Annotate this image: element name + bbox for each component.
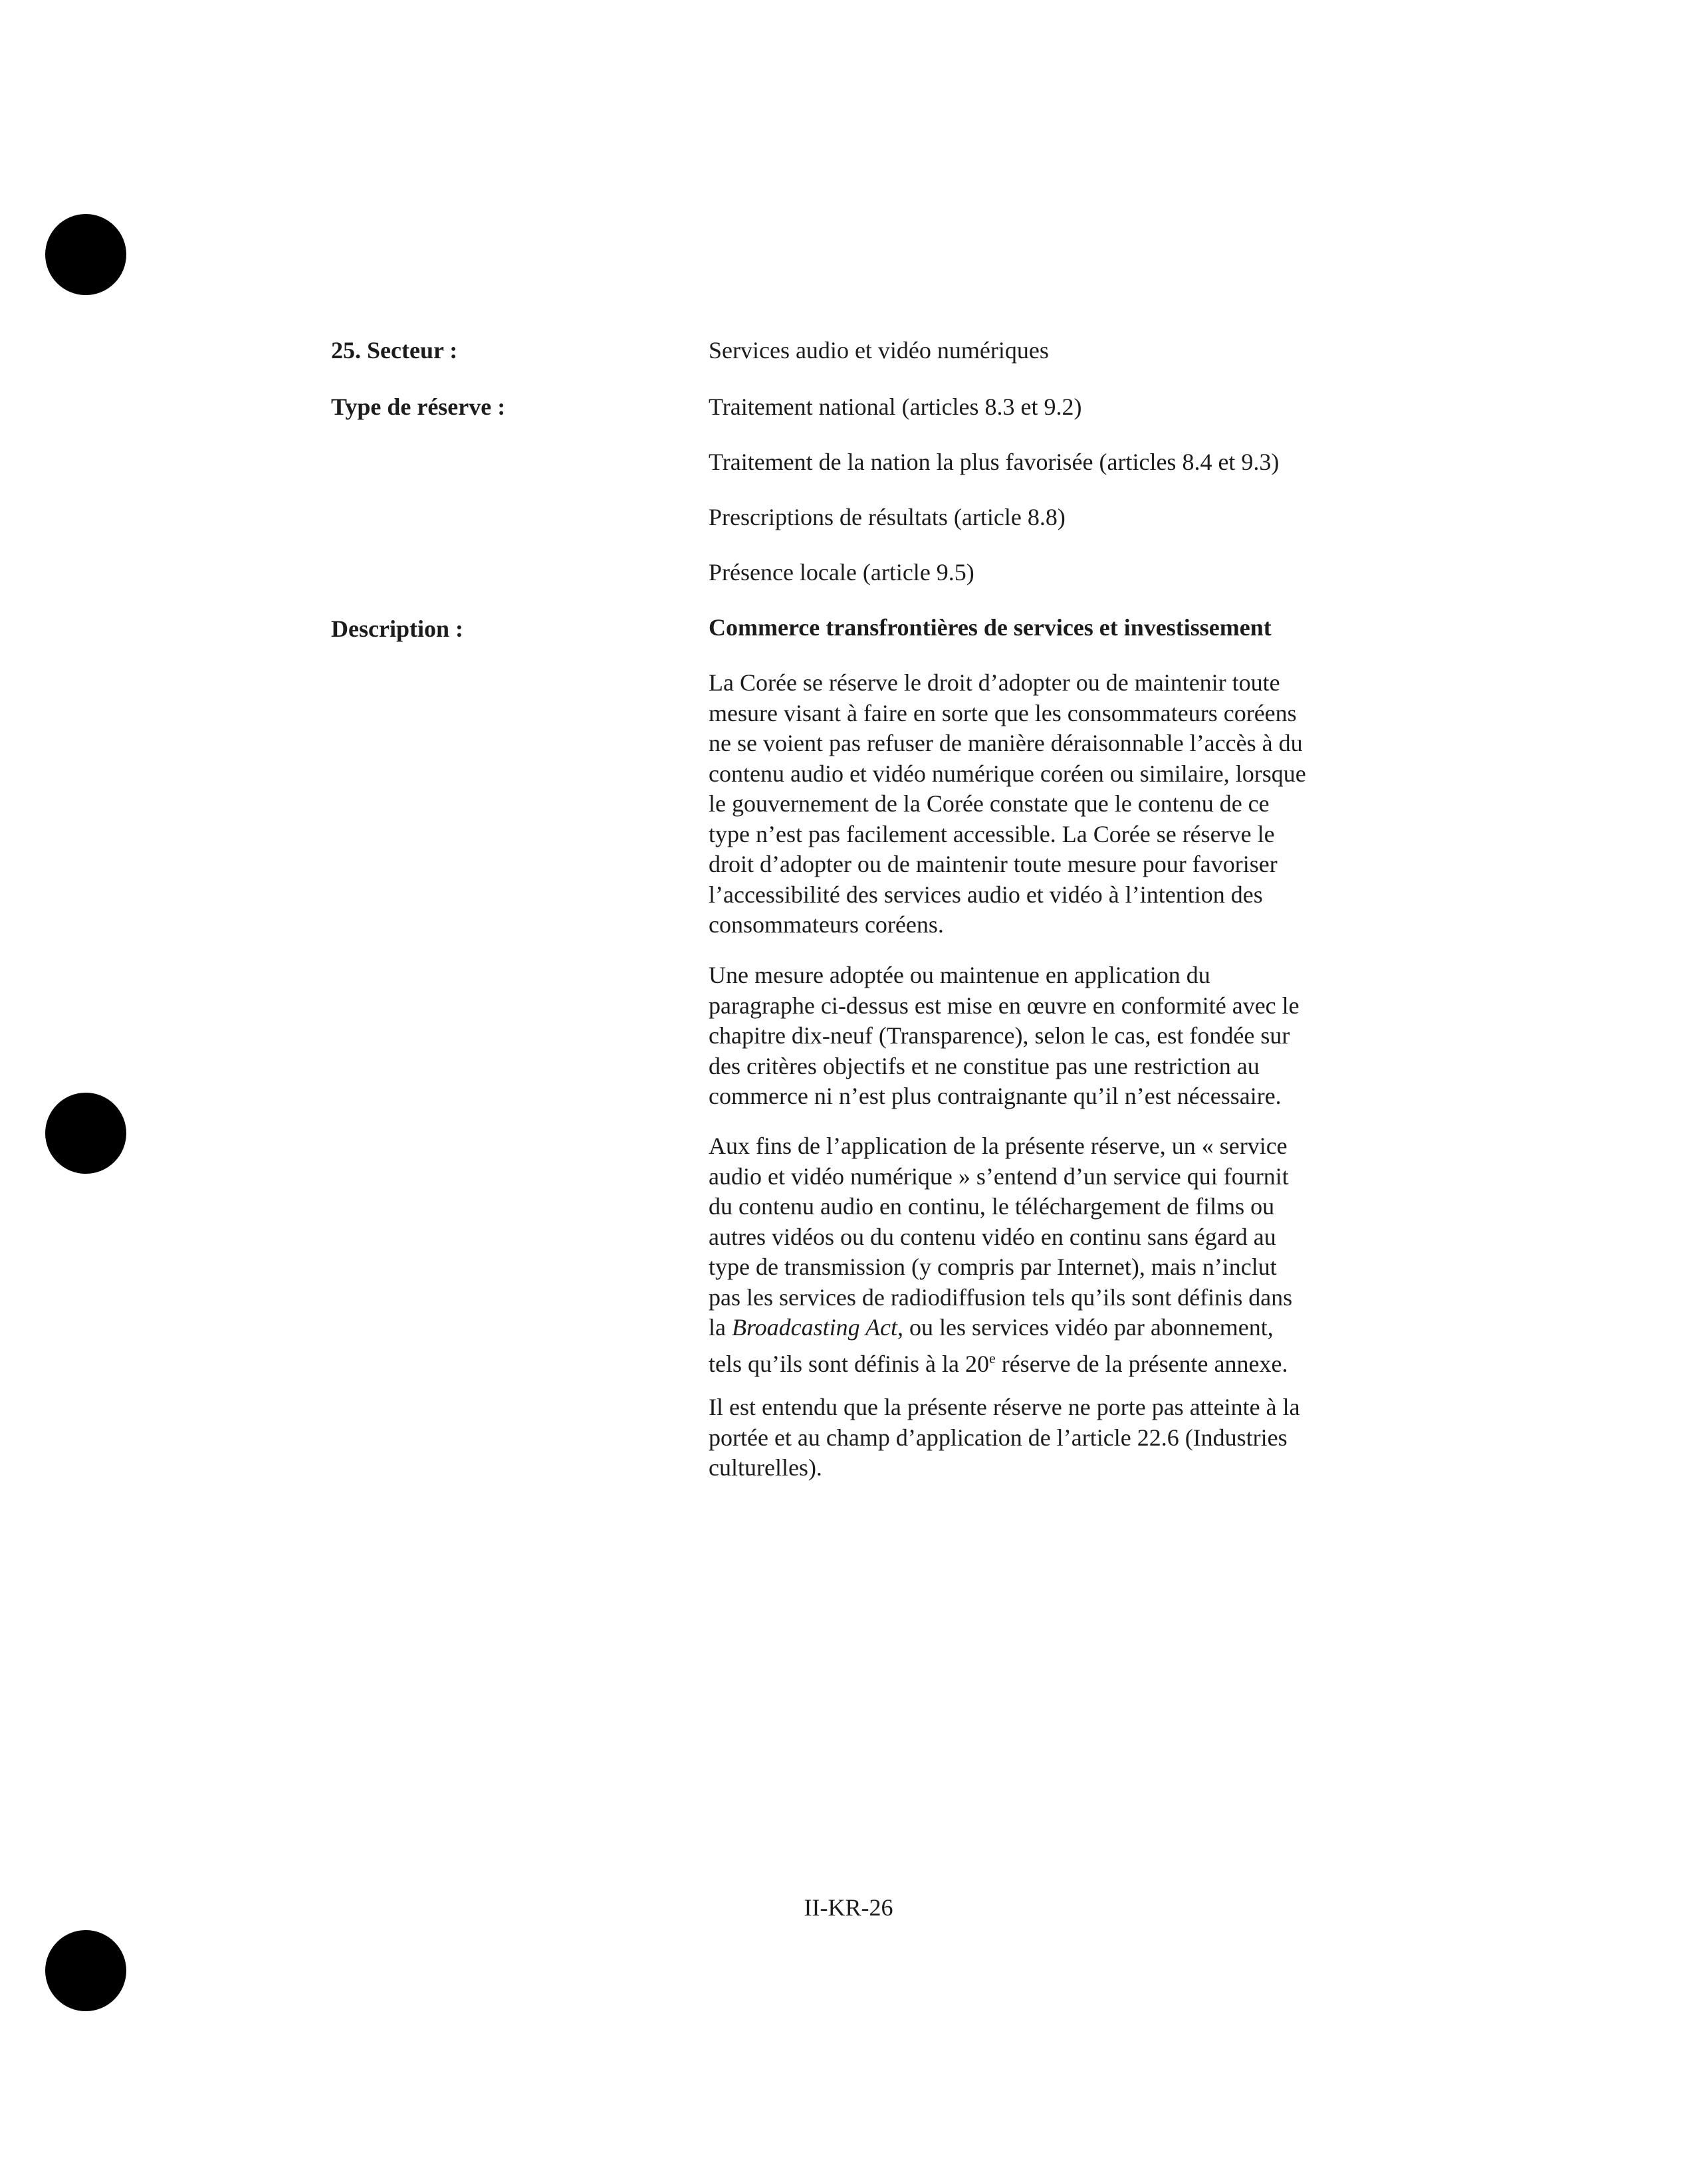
text-line: Aux fins de l’application de la présente réserve, un « service <box>709 1133 1288 1159</box>
text-line <box>709 1343 1373 1380</box>
text-line: type de transmission (y compris par Internet), mais n’inclut <box>709 1254 1277 1280</box>
text-line: l’accessibilité des services audio et vidéo à l’intention des <box>709 881 1263 908</box>
ordinal-superscript: e <box>988 1349 996 1366</box>
text-line: culturelles). <box>709 1454 822 1481</box>
reservation-type-item: Traitement national (articles 8.3 et 9.2) <box>709 393 1082 420</box>
sector-value: Services audio et vidéo numériques <box>709 337 1049 364</box>
text-run: réserve de la présente annexe. <box>995 1350 1288 1377</box>
text-line: audio et vidéo numérique » s’entend d’un service qui fournit <box>709 1162 1289 1190</box>
text-line: ne se voient pas refuser de manière déraisonnable l’accès à du <box>709 730 1303 756</box>
text-line: Une mesure adoptée ou maintenue en application du <box>709 962 1210 988</box>
text-line: commerce ni n’est plus contraignante qu’il n’est nécessaire. <box>709 1083 1282 1109</box>
text-line: contenu audio et vidéo numérique coréen ou similaire, lorsque <box>709 760 1306 787</box>
reservation-type-item: Prescriptions de résultats (article 8.8) <box>709 504 1066 530</box>
text-line: du contenu audio en continu, le téléchargement de films ou <box>709 1193 1275 1220</box>
reservation-type-item: Traitement de la nation la plus favorisée (articles 8.4 et 9.3) <box>709 449 1280 475</box>
punch-hole-top <box>45 214 126 295</box>
description-label: Description : <box>331 615 463 642</box>
punch-hole-middle <box>45 1093 126 1174</box>
description-paragraph-3 <box>709 1131 1373 1379</box>
text-line: mesure visant à faire en sorte que les consommateurs coréens <box>709 699 1297 726</box>
text-line: La Corée se réserve le droit d’adopter ou de maintenir toute <box>709 669 1280 696</box>
description-heading: Commerce transfrontières de services et investissement <box>709 614 1272 641</box>
reservation-type-label: Type de réserve : <box>331 393 506 420</box>
act-title: Broadcasting Act <box>731 1314 897 1341</box>
description-paragraph-1 <box>709 668 1373 940</box>
page-number: II-KR-26 <box>804 1894 893 1921</box>
text-line: des critères objectifs et ne constitue pas une restriction au <box>709 1052 1260 1079</box>
text-run: , ou les services vidéo par abonnement, <box>897 1314 1274 1341</box>
text-run: la <box>709 1314 732 1341</box>
text-line: consommateurs coréens. <box>709 911 944 938</box>
text-line: autres vidéos ou du contenu vidéo en continu sans égard au <box>709 1223 1276 1250</box>
text-line: portée et au champ d’application de l’article 22.6 (Industries <box>709 1424 1288 1451</box>
description-paragraph-4 <box>709 1392 1373 1483</box>
text-line: chapitre dix-neuf (Transparence), selon le cas, est fondée sur <box>709 1022 1290 1049</box>
description-paragraph-2 <box>709 960 1373 1112</box>
text-run: tels qu’ils sont définis à la 20 <box>709 1350 989 1377</box>
text-line: paragraphe ci-dessus est mise en œuvre en conformité avec le <box>709 992 1300 1019</box>
text-line: type n’est pas facilement accessible. La Corée se réserve le <box>709 820 1275 847</box>
text-line: pas les services de radiodiffusion tels qu’ils sont définis dans <box>709 1283 1293 1311</box>
text-line: Il est entendu que la présente réserve ne porte pas atteinte à la <box>709 1394 1300 1420</box>
reservation-type-item: Présence locale (article 9.5) <box>709 559 974 586</box>
punch-hole-bottom <box>45 1930 126 2011</box>
text-line: le gouvernement de la Corée constate que le contenu de ce <box>709 790 1270 817</box>
sector-label: 25. Secteur : <box>331 337 458 364</box>
text-line: droit d’adopter ou de maintenir toute mesure pour favoriser <box>709 851 1278 877</box>
text-line <box>709 1313 1373 1343</box>
